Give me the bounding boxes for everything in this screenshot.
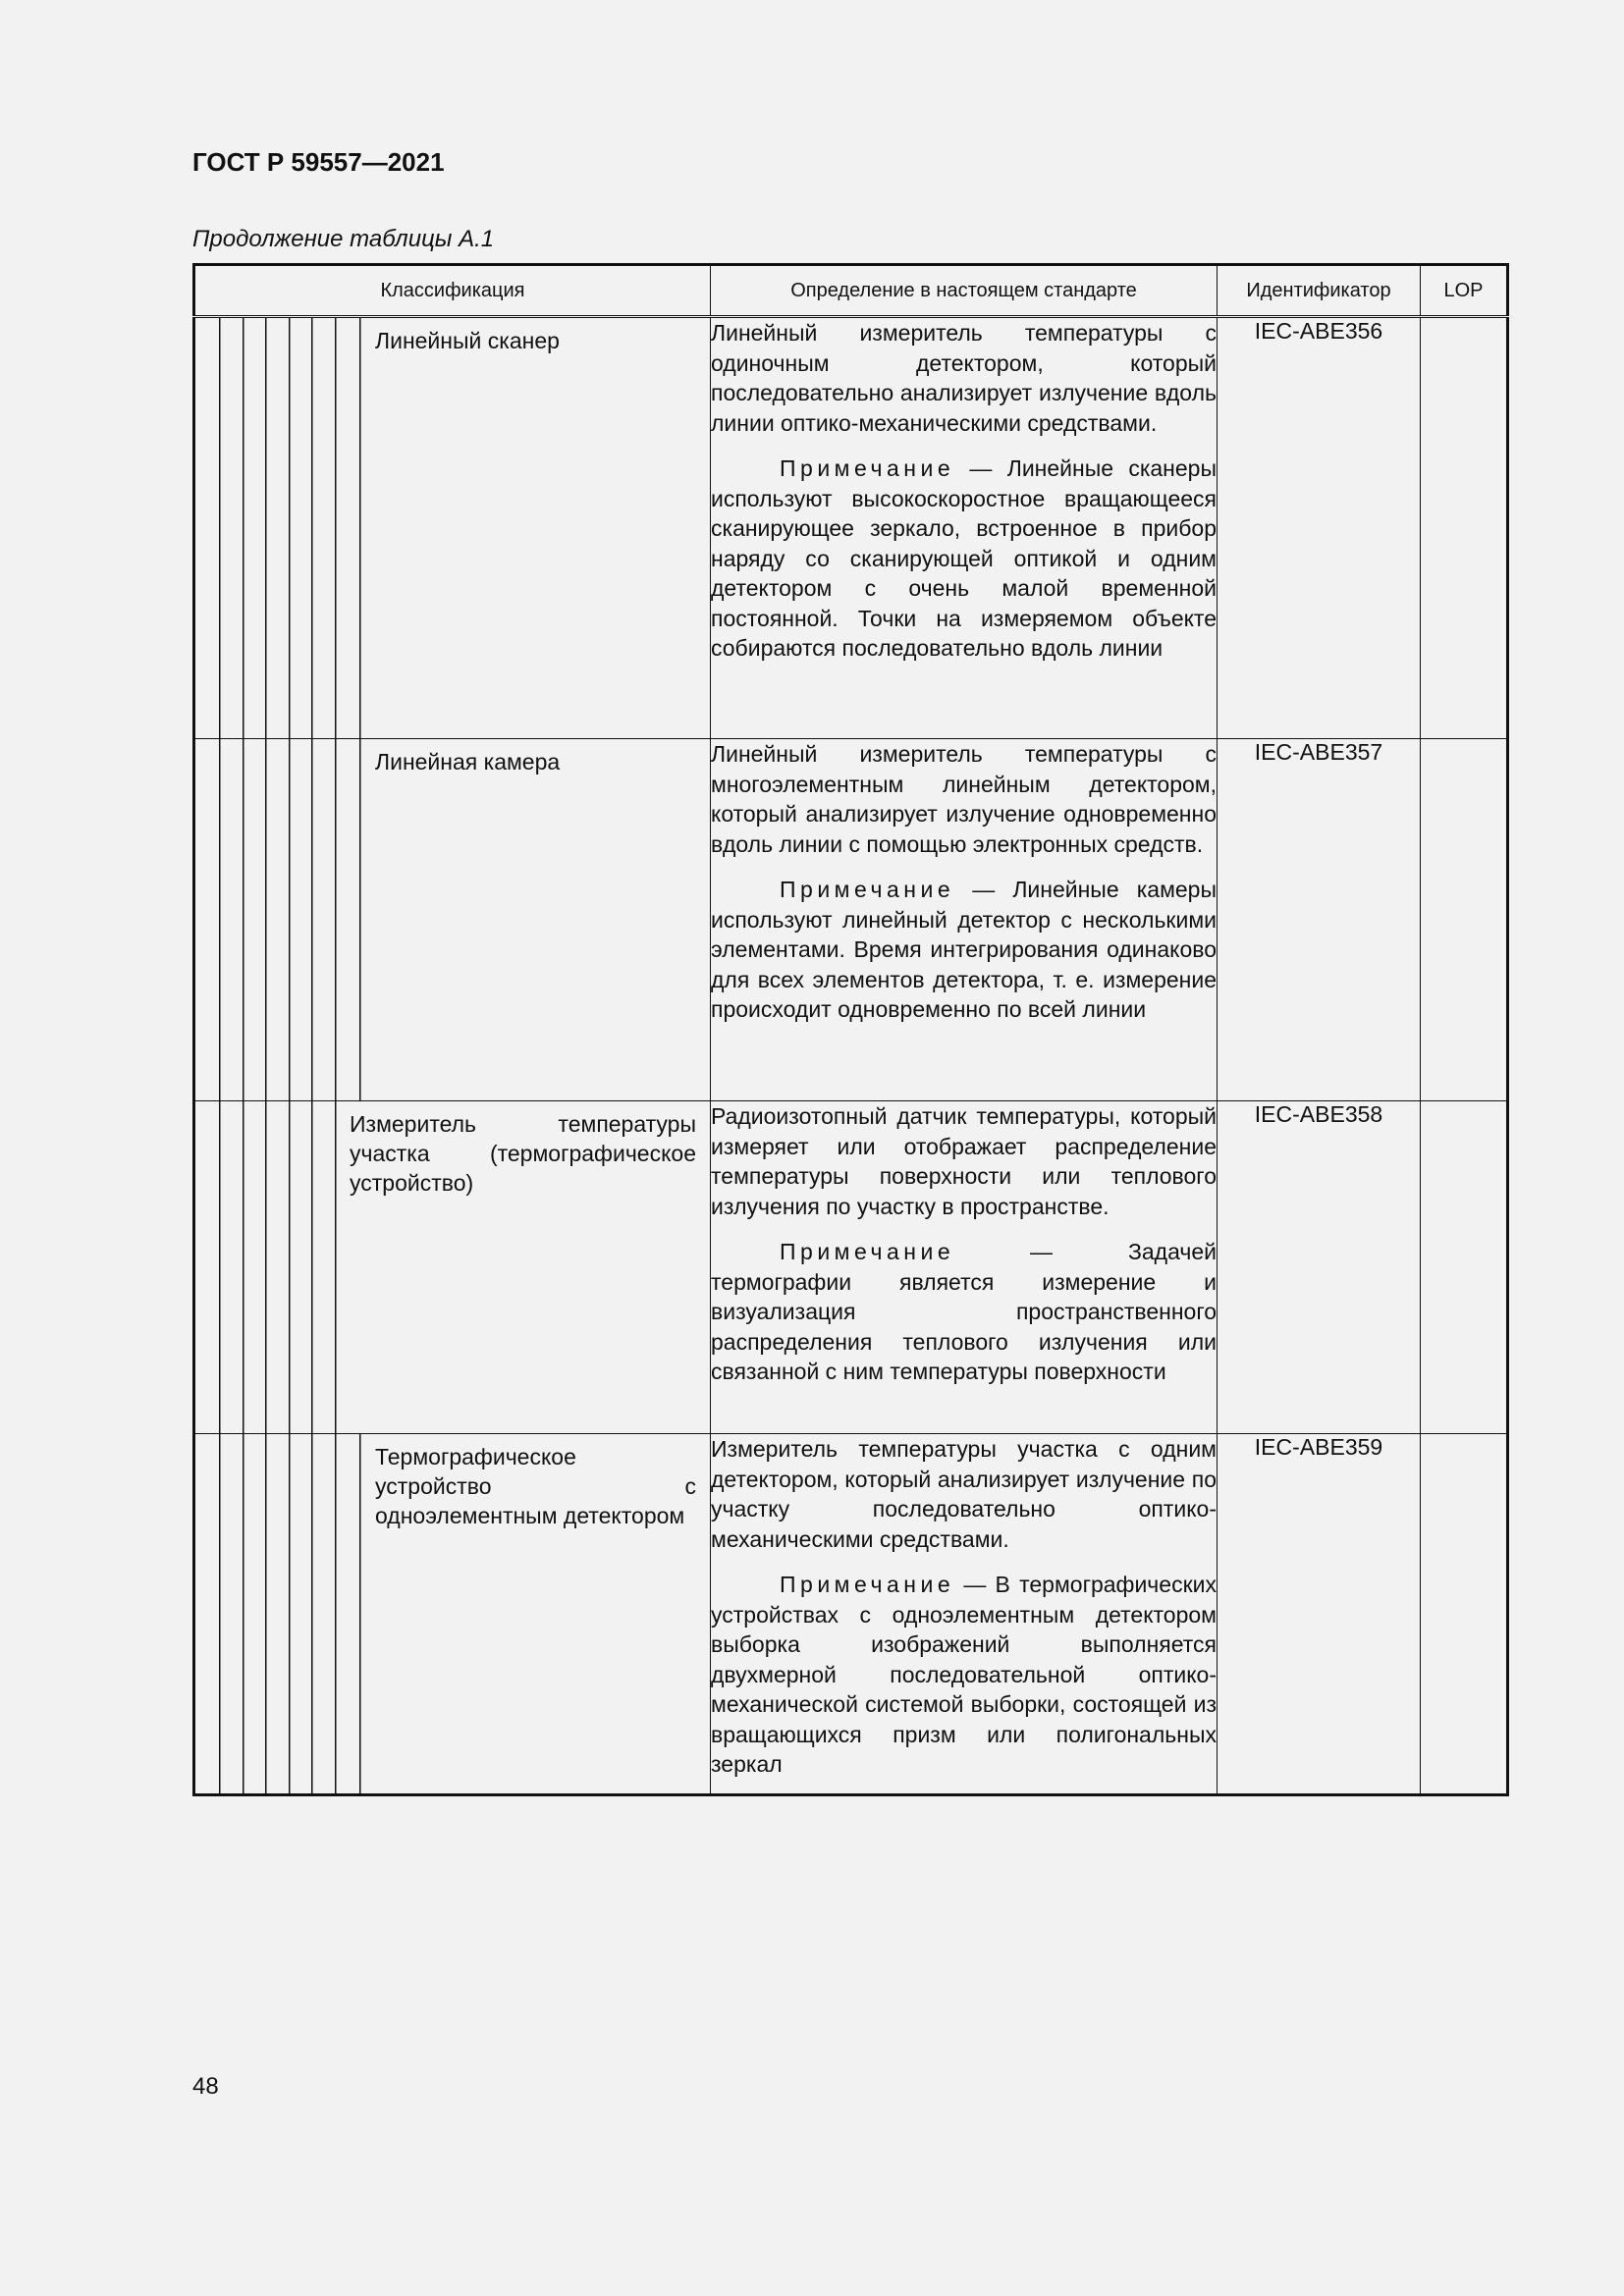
classification-term: Термографическое устройство с одноэлементным детектором — [375, 1444, 696, 1528]
header-identifier: Идентификатор — [1218, 265, 1421, 317]
definition-text: Измеритель температуры участка с одним детектором, который анализирует излучение по участку последовательно оптико-механическими средствами. — [711, 1436, 1217, 1552]
classification-table — [192, 263, 1509, 1796]
classification-term: Измеритель температуры участка (термографическое устройство) — [350, 1111, 696, 1196]
identifier-cell: IEC-ABE359 — [1218, 1434, 1421, 1795]
note-text: — Задачей термографии является измерение и визуализация пространственного распределения теплового излучения или связанной с ним температуры поверхности — [711, 1239, 1217, 1384]
classification-term: Линейный сканер — [375, 328, 560, 353]
header-classification: Классификация — [194, 265, 711, 317]
definition-cell — [711, 1434, 1218, 1795]
definition-cell — [711, 739, 1218, 1101]
classification-term: Линейная камера — [375, 749, 561, 774]
definition-text: Линейный измеритель температуры с многоэлементным линейным детектором, который анализирует излучение одновременно вдоль линии с помощью электронных средств. — [711, 741, 1217, 857]
note-label: Примечание — [780, 877, 955, 902]
identifier-cell: IEC-ABE358 — [1218, 1101, 1421, 1434]
classification-cell — [194, 317, 711, 739]
table-row — [194, 1101, 1508, 1434]
table-row — [194, 739, 1508, 1101]
identifier-cell: IEC-ABE356 — [1218, 317, 1421, 739]
definition-text: Линейный измеритель температуры с одиночным детектором, который последовательно анализирует излучение вдоль линии оптико-механическими средствами. — [711, 320, 1217, 436]
classification-cell — [194, 739, 711, 1101]
note — [711, 1570, 1217, 1780]
definition-cell — [711, 1101, 1218, 1434]
identifier-cell: IEC-ABE357 — [1218, 739, 1421, 1101]
table-header-row — [194, 265, 1508, 317]
note-label: Примечание — [780, 1572, 955, 1597]
lop-cell — [1421, 1434, 1508, 1795]
table-caption: Продолжение таблицы А.1 — [192, 226, 495, 252]
header-definition: Определение в настоящем стандарте — [711, 265, 1218, 317]
note-text: — Линейные камеры используют линейный детектор с несколькими элементами. Время интегрирования одинаково для всех элементов детектора, т. е. измерение происходит одновременно по всей линии — [711, 877, 1217, 1022]
lop-cell — [1421, 1101, 1508, 1434]
table-row — [194, 317, 1508, 739]
header-lop: LOP — [1421, 265, 1508, 317]
lop-cell — [1421, 739, 1508, 1101]
note — [711, 875, 1217, 1025]
lop-cell — [1421, 317, 1508, 739]
note-text: — В термографических устройствах с одноэлементным детектором выборка изображений выполняется двухмерной последовательной оптико-механической системой выборки, состоящей из вращающихся призм или полигональных зеркал — [711, 1572, 1217, 1777]
note — [711, 1237, 1217, 1387]
definition-text: Радиоизотопный датчик температуры, который измеряет или отображает распределение температуры поверхности или теплового излучения по участку в пространстве. — [711, 1103, 1217, 1219]
note-text: — Линейные сканеры используют высокоскоростное вращающееся сканирующее зеркало, встроенное в прибор наряду со сканирующей оптикой и одним детектором с очень малой временной постоянной. Точки на измеряемом объекте собираются последовательно вдоль линии — [711, 455, 1217, 661]
note-label: Примечание — [780, 455, 955, 481]
classification-cell — [194, 1101, 711, 1434]
table-row — [194, 1434, 1508, 1795]
document-code: ГОСТ Р 59557—2021 — [192, 147, 445, 177]
page-number: 48 — [192, 2073, 219, 2100]
note — [711, 454, 1217, 664]
definition-cell — [711, 317, 1218, 739]
classification-cell — [194, 1434, 711, 1795]
note-label: Примечание — [780, 1239, 955, 1264]
